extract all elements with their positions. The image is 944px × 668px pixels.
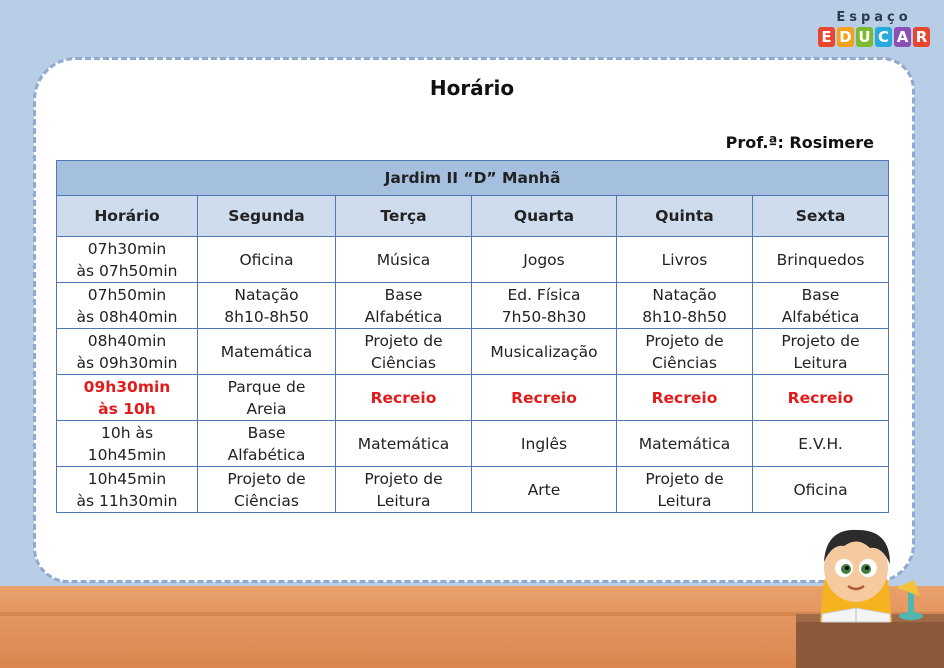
time-cell bbox=[57, 467, 198, 513]
activity-line: Ciências bbox=[234, 491, 299, 510]
activity-line: Brinquedos bbox=[776, 250, 865, 269]
activity-line: 8h10-8h50 bbox=[642, 307, 727, 326]
activity-line: Recreio bbox=[787, 388, 854, 407]
activity-line: Leitura bbox=[657, 491, 712, 510]
activity-line: Matemática bbox=[357, 434, 450, 453]
time-cell bbox=[57, 329, 198, 375]
espaco-educar-logo bbox=[816, 10, 932, 47]
activity-cell bbox=[198, 421, 336, 467]
column-header: Sexta bbox=[753, 196, 889, 237]
schedule-table bbox=[56, 160, 889, 513]
time-cell bbox=[57, 421, 198, 467]
activity-line: Musicalização bbox=[490, 342, 598, 361]
table-caption-row bbox=[57, 161, 889, 196]
activity-cell bbox=[198, 283, 336, 329]
activity-cell bbox=[753, 237, 889, 283]
activity-line: Ed. Física bbox=[507, 285, 581, 304]
schedule-body bbox=[57, 237, 889, 513]
time-line: às 10h bbox=[98, 399, 156, 418]
activity-line: Oficina bbox=[239, 250, 294, 269]
activity-cell bbox=[753, 283, 889, 329]
activity-cell bbox=[617, 329, 753, 375]
activity-line: Leitura bbox=[376, 491, 431, 510]
logo-letter: R bbox=[913, 27, 930, 47]
page-title: Horário bbox=[429, 76, 515, 100]
activity-line: Areia bbox=[246, 399, 287, 418]
activity-line: Música bbox=[376, 250, 431, 269]
logo-letters bbox=[816, 27, 932, 47]
activity-cell bbox=[336, 467, 472, 513]
time-line: 08h40min bbox=[87, 331, 167, 350]
activity-cell bbox=[336, 283, 472, 329]
table-row bbox=[57, 467, 889, 513]
activity-line: Alfabética bbox=[781, 307, 860, 326]
activity-line: Parque de bbox=[227, 377, 306, 396]
activity-cell bbox=[472, 283, 617, 329]
column-header: Segunda bbox=[198, 196, 336, 237]
activity-cell bbox=[617, 375, 753, 421]
activity-line: Alfabética bbox=[227, 445, 306, 464]
activity-line: Matemática bbox=[638, 434, 731, 453]
logo-letter: U bbox=[856, 27, 873, 47]
activity-line: E.V.H. bbox=[798, 434, 843, 453]
logo-letter: C bbox=[875, 27, 892, 47]
time-line: às 07h50min bbox=[76, 261, 178, 280]
activity-line: Inglês bbox=[520, 434, 568, 453]
activity-line: Leitura bbox=[793, 353, 848, 372]
activity-cell bbox=[336, 329, 472, 375]
time-cell bbox=[57, 237, 198, 283]
activity-line: Natação bbox=[234, 285, 299, 304]
activity-cell bbox=[472, 421, 617, 467]
time-line: 09h30min bbox=[83, 377, 171, 396]
activity-line: Recreio bbox=[651, 388, 718, 407]
activity-cell bbox=[472, 237, 617, 283]
column-header: Quarta bbox=[472, 196, 617, 237]
activity-line: Projeto de bbox=[645, 469, 724, 488]
time-line: 07h30min bbox=[87, 239, 167, 258]
activity-cell bbox=[753, 421, 889, 467]
table-row bbox=[57, 237, 889, 283]
activity-line: Natação bbox=[652, 285, 717, 304]
activity-line: 8h10-8h50 bbox=[224, 307, 309, 326]
activity-line: Alfabética bbox=[364, 307, 443, 326]
activity-line: Jogos bbox=[523, 250, 565, 269]
activity-cell bbox=[198, 329, 336, 375]
time-line: 07h50min bbox=[87, 285, 167, 304]
activity-line: 7h50-8h30 bbox=[501, 307, 587, 326]
column-header: Quinta bbox=[617, 196, 753, 237]
activity-line: Base bbox=[384, 285, 423, 304]
activity-cell bbox=[472, 329, 617, 375]
activity-cell bbox=[617, 467, 753, 513]
column-header: Horário bbox=[57, 196, 198, 237]
time-line: às 08h40min bbox=[76, 307, 178, 326]
boy-reading-at-desk-icon bbox=[796, 522, 944, 668]
activity-line: Base bbox=[801, 285, 840, 304]
activity-line: Projeto de bbox=[781, 331, 860, 350]
logo-top-text: Espaço bbox=[836, 10, 912, 25]
activity-line: Ciências bbox=[371, 353, 436, 372]
activity-line: Projeto de bbox=[364, 469, 443, 488]
time-cell bbox=[57, 283, 198, 329]
activity-line: Ciências bbox=[652, 353, 717, 372]
time-cell bbox=[57, 375, 198, 421]
column-header: Terça bbox=[336, 196, 472, 237]
teacher-name: Prof.ª: Rosimere bbox=[725, 133, 874, 152]
activity-line: Projeto de bbox=[227, 469, 306, 488]
time-line: 10h45min bbox=[87, 445, 167, 464]
table-row bbox=[57, 375, 889, 421]
activity-line: Matemática bbox=[220, 342, 313, 361]
activity-cell bbox=[617, 421, 753, 467]
activity-cell bbox=[336, 421, 472, 467]
activity-line: Recreio bbox=[370, 388, 437, 407]
table-row bbox=[57, 329, 889, 375]
logo-letter: E bbox=[818, 27, 835, 47]
activity-cell bbox=[753, 329, 889, 375]
activity-line: Arte bbox=[527, 480, 561, 499]
time-line: 10h às bbox=[100, 423, 154, 442]
table-row bbox=[57, 421, 889, 467]
activity-cell bbox=[617, 237, 753, 283]
activity-line: Oficina bbox=[793, 480, 848, 499]
activity-cell bbox=[472, 375, 617, 421]
activity-cell bbox=[198, 375, 336, 421]
logo-letter: A bbox=[894, 27, 911, 47]
table-caption: Jardim II “D” Manhã bbox=[57, 161, 889, 196]
column-header-row bbox=[57, 196, 889, 237]
activity-cell bbox=[472, 467, 617, 513]
activity-cell bbox=[753, 467, 889, 513]
table-row bbox=[57, 283, 889, 329]
activity-cell bbox=[336, 375, 472, 421]
activity-line: Recreio bbox=[511, 388, 577, 407]
time-line: 10h45min bbox=[87, 469, 167, 488]
activity-line: Livros bbox=[661, 250, 708, 269]
logo-letter: D bbox=[837, 27, 854, 47]
activity-cell bbox=[617, 283, 753, 329]
activity-cell bbox=[198, 467, 336, 513]
activity-line: Projeto de bbox=[645, 331, 724, 350]
activity-line: Projeto de bbox=[364, 331, 443, 350]
activity-cell bbox=[198, 237, 336, 283]
activity-line: Base bbox=[247, 423, 286, 442]
activity-cell bbox=[753, 375, 889, 421]
time-line: às 11h30min bbox=[76, 491, 178, 510]
activity-cell bbox=[336, 237, 472, 283]
time-line: às 09h30min bbox=[76, 353, 178, 372]
